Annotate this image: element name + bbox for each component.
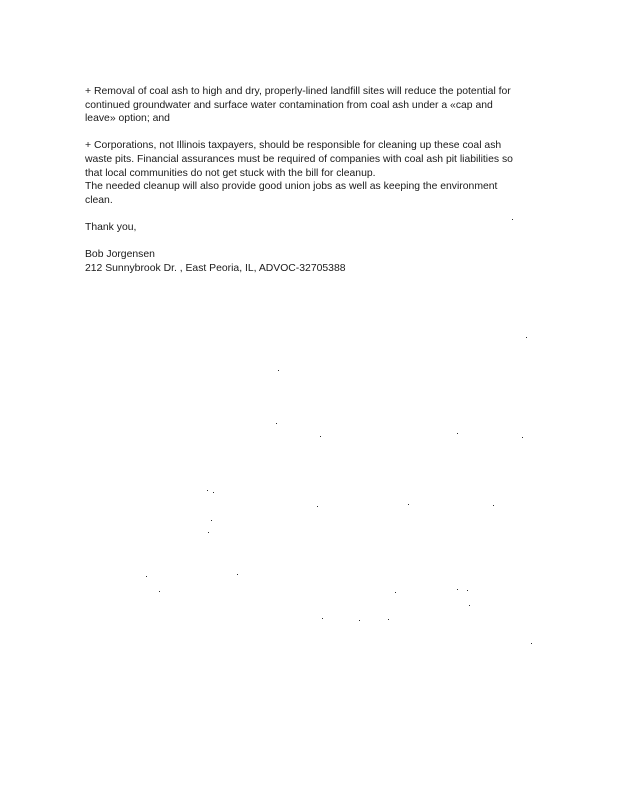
scan-speck [159, 591, 160, 592]
scan-speck [208, 532, 209, 533]
scan-speck [211, 520, 212, 521]
text-line: waste pits. Financial assurances must be required of companies with coal ash pit liabilities so [85, 153, 513, 165]
letter-body [85, 85, 535, 275]
signer-address: 212 Sunnybrook Dr. , East Peoria, IL, ADVOC-32705388 [85, 262, 346, 274]
paragraph-corporate-responsibility [85, 139, 535, 180]
text-line: + Removal of coal ash to high and dry, properly-lined landfill sites will reduce the potential for [85, 86, 511, 97]
scan-speck [526, 337, 527, 338]
scan-speck [278, 370, 279, 371]
scan-speck [359, 620, 360, 621]
scan-speck [395, 592, 396, 593]
closing-salutation [85, 221, 535, 235]
text-line: leave» option; and [85, 113, 170, 125]
paragraph-union-jobs [85, 180, 535, 207]
scan-speck [317, 506, 318, 507]
scan-speck [322, 618, 323, 619]
scan-speck [457, 433, 458, 434]
scan-speck [146, 576, 147, 577]
scan-speck [408, 504, 409, 505]
scan-speck [388, 619, 389, 620]
scan-speck [512, 219, 513, 220]
scan-speck [320, 436, 321, 437]
scan-speck [469, 605, 470, 606]
text-line: The needed cleanup will also provide good union jobs as well as keeping the environment [85, 181, 498, 193]
scan-speck [522, 437, 523, 438]
scan-speck [457, 589, 458, 590]
scan-speck [493, 505, 494, 506]
text-line: continued groundwater and surface water contamination from coal ash under a «cap and [85, 99, 493, 111]
signer-name: Bob Jorgensen [85, 249, 155, 261]
scan-speck [276, 423, 277, 424]
scan-speck [207, 490, 208, 491]
text-line: + Corporations, not Illinois taxpayers, should be responsible for cleaning up these coal ash [85, 140, 502, 152]
scan-speck [531, 643, 532, 644]
paragraph-coal-ash-removal [85, 85, 535, 126]
signature-block [85, 248, 535, 275]
text-line: clean. [85, 194, 113, 206]
scan-speck [237, 574, 238, 575]
text-line: that local communities do not get stuck with the bill for cleanup. [85, 167, 376, 179]
scan-speck [467, 590, 468, 591]
scan-speck [213, 492, 214, 493]
closing-text: Thank you, [85, 221, 137, 233]
